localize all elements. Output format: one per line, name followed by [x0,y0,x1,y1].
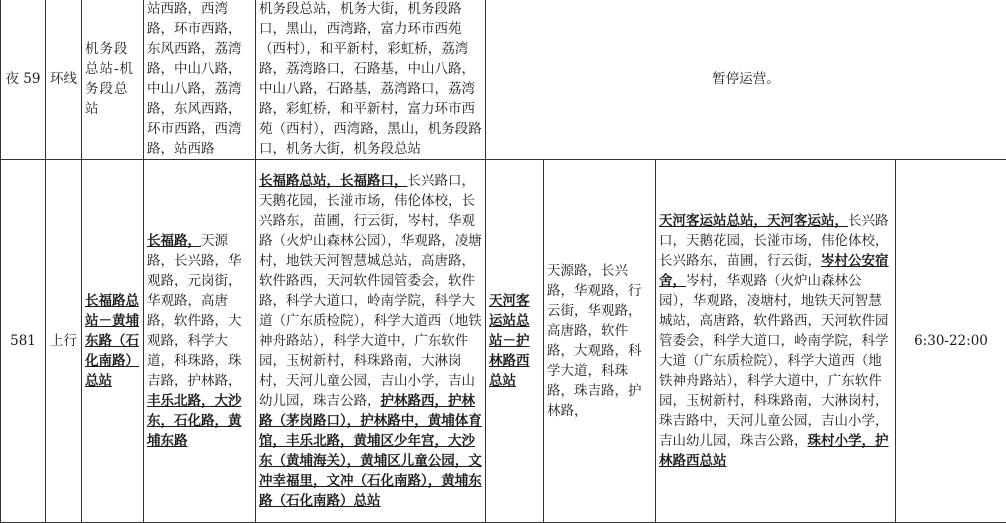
service-hours: 6:30-22:00 [896,160,1006,523]
road-highlight: 丰乐北路，大沙东，石化路，黄埔东路 [147,393,242,449]
start-terminal: 长福路总站－黄埔东路（石化南路）总站 [82,160,144,523]
table-row [1,0,1006,160]
route-direction: 上行 [46,160,82,523]
stops-down-cell [656,160,896,523]
road-list: 天源路，长兴路，华观路，元岗街，华观路，高唐路，软件路，大观路，科学大道，科珠路，珠吉路，护林路， [147,233,242,389]
stop-highlight: 长福路总站，长福路口， [259,173,408,189]
stop-highlight: 岑村公安宿舍， [659,253,889,289]
table-row [1,160,1006,523]
stops-cell: 机务段总站，机务大街，机务段路口，黑山，西湾路，富力环市西苑（西村），和平新村，彩虹桥，荔湾路，荔湾路口，石路基，中山八路，中山八路，石路基，荔湾路口，荔湾路，彩虹桥，和平新村，富力环市西苑（西村），西湾路，黑山，机务段路口，机务大街，机务段总站 [256,0,486,160]
stop-list: 长兴路口，天鹅花园，长湴市场，伟伦体校，长兴路东，苗圃，行云街，岑村，华观路（火炉山森林公园），华观路，凌塘村，地铁天河智慧城总站，高唐路，软件路西，天河软件园管委会，软件路，科学大道口，岭南学院，科学大道（广东质检院），科学大道西（地铁神舟路站），科学大道中，广东软件园，玉树新村，科珠路南，大淋岗村，天河儿童公园，吉山小学，吉山幼儿园，珠吉公路， [259,173,482,409]
stop-highlight: 珠村小学，护林路西总站 [659,433,889,469]
stop-list: 长兴路口，天鹅花园，长湴市场，伟伦体校，长兴路东，苗圃，行云街， [659,213,889,269]
roads-up-cell [144,160,256,523]
suspend-notice: 暂停运营。 [486,0,1006,160]
route-number: 581 [1,160,46,523]
terminals-cell: 机务段总站-机务段总站 [82,0,144,160]
stop-highlight: 天河客运站总站，天河客运站， [659,213,848,229]
route-direction: 环线 [46,0,82,160]
route-number: 夜 59 [1,0,46,160]
roads-cell: 站西路，西湾路，环市西路，东风西路，荔湾路，中山八路，中山八路，荔湾路，东风西路，环市西路，西湾路，站西路 [144,0,256,160]
stop-highlight: 护林路西，护林路（茅岗路口），护林路中，黄埔体育馆，丰乐北路，黄埔区少年宫，大沙东（黄埔海关），黄埔区儿童公园，文冲幸福里，文冲（石化南路），黄埔东路（石化南路）总站 [259,393,482,509]
stops-up-cell [256,160,486,523]
end-terminal: 天河客运站总站－护林路西总站 [486,160,544,523]
roads-down-cell: 天源路，长兴路，华观路，行云街，华观路，高唐路，软件路，大观路，科学大道，科珠路，珠吉路，护林路， [544,160,656,523]
road-highlight: 长福路， [147,233,201,249]
stop-list: 岑村，华观路（火炉山森林公园），华观路，凌塘村，地铁天河智慧城站，高唐路，软件路西，天河软件园管委会，科学大道口，岭南学院，科学大道（广东质检院），科学大道西（地铁神舟路站），科学大道中，广东软件园，玉树新村，科珠路南，大淋岗村，珠吉路中，天河儿童公园，吉山小学，吉山幼儿园，珠吉公路， [659,273,889,449]
